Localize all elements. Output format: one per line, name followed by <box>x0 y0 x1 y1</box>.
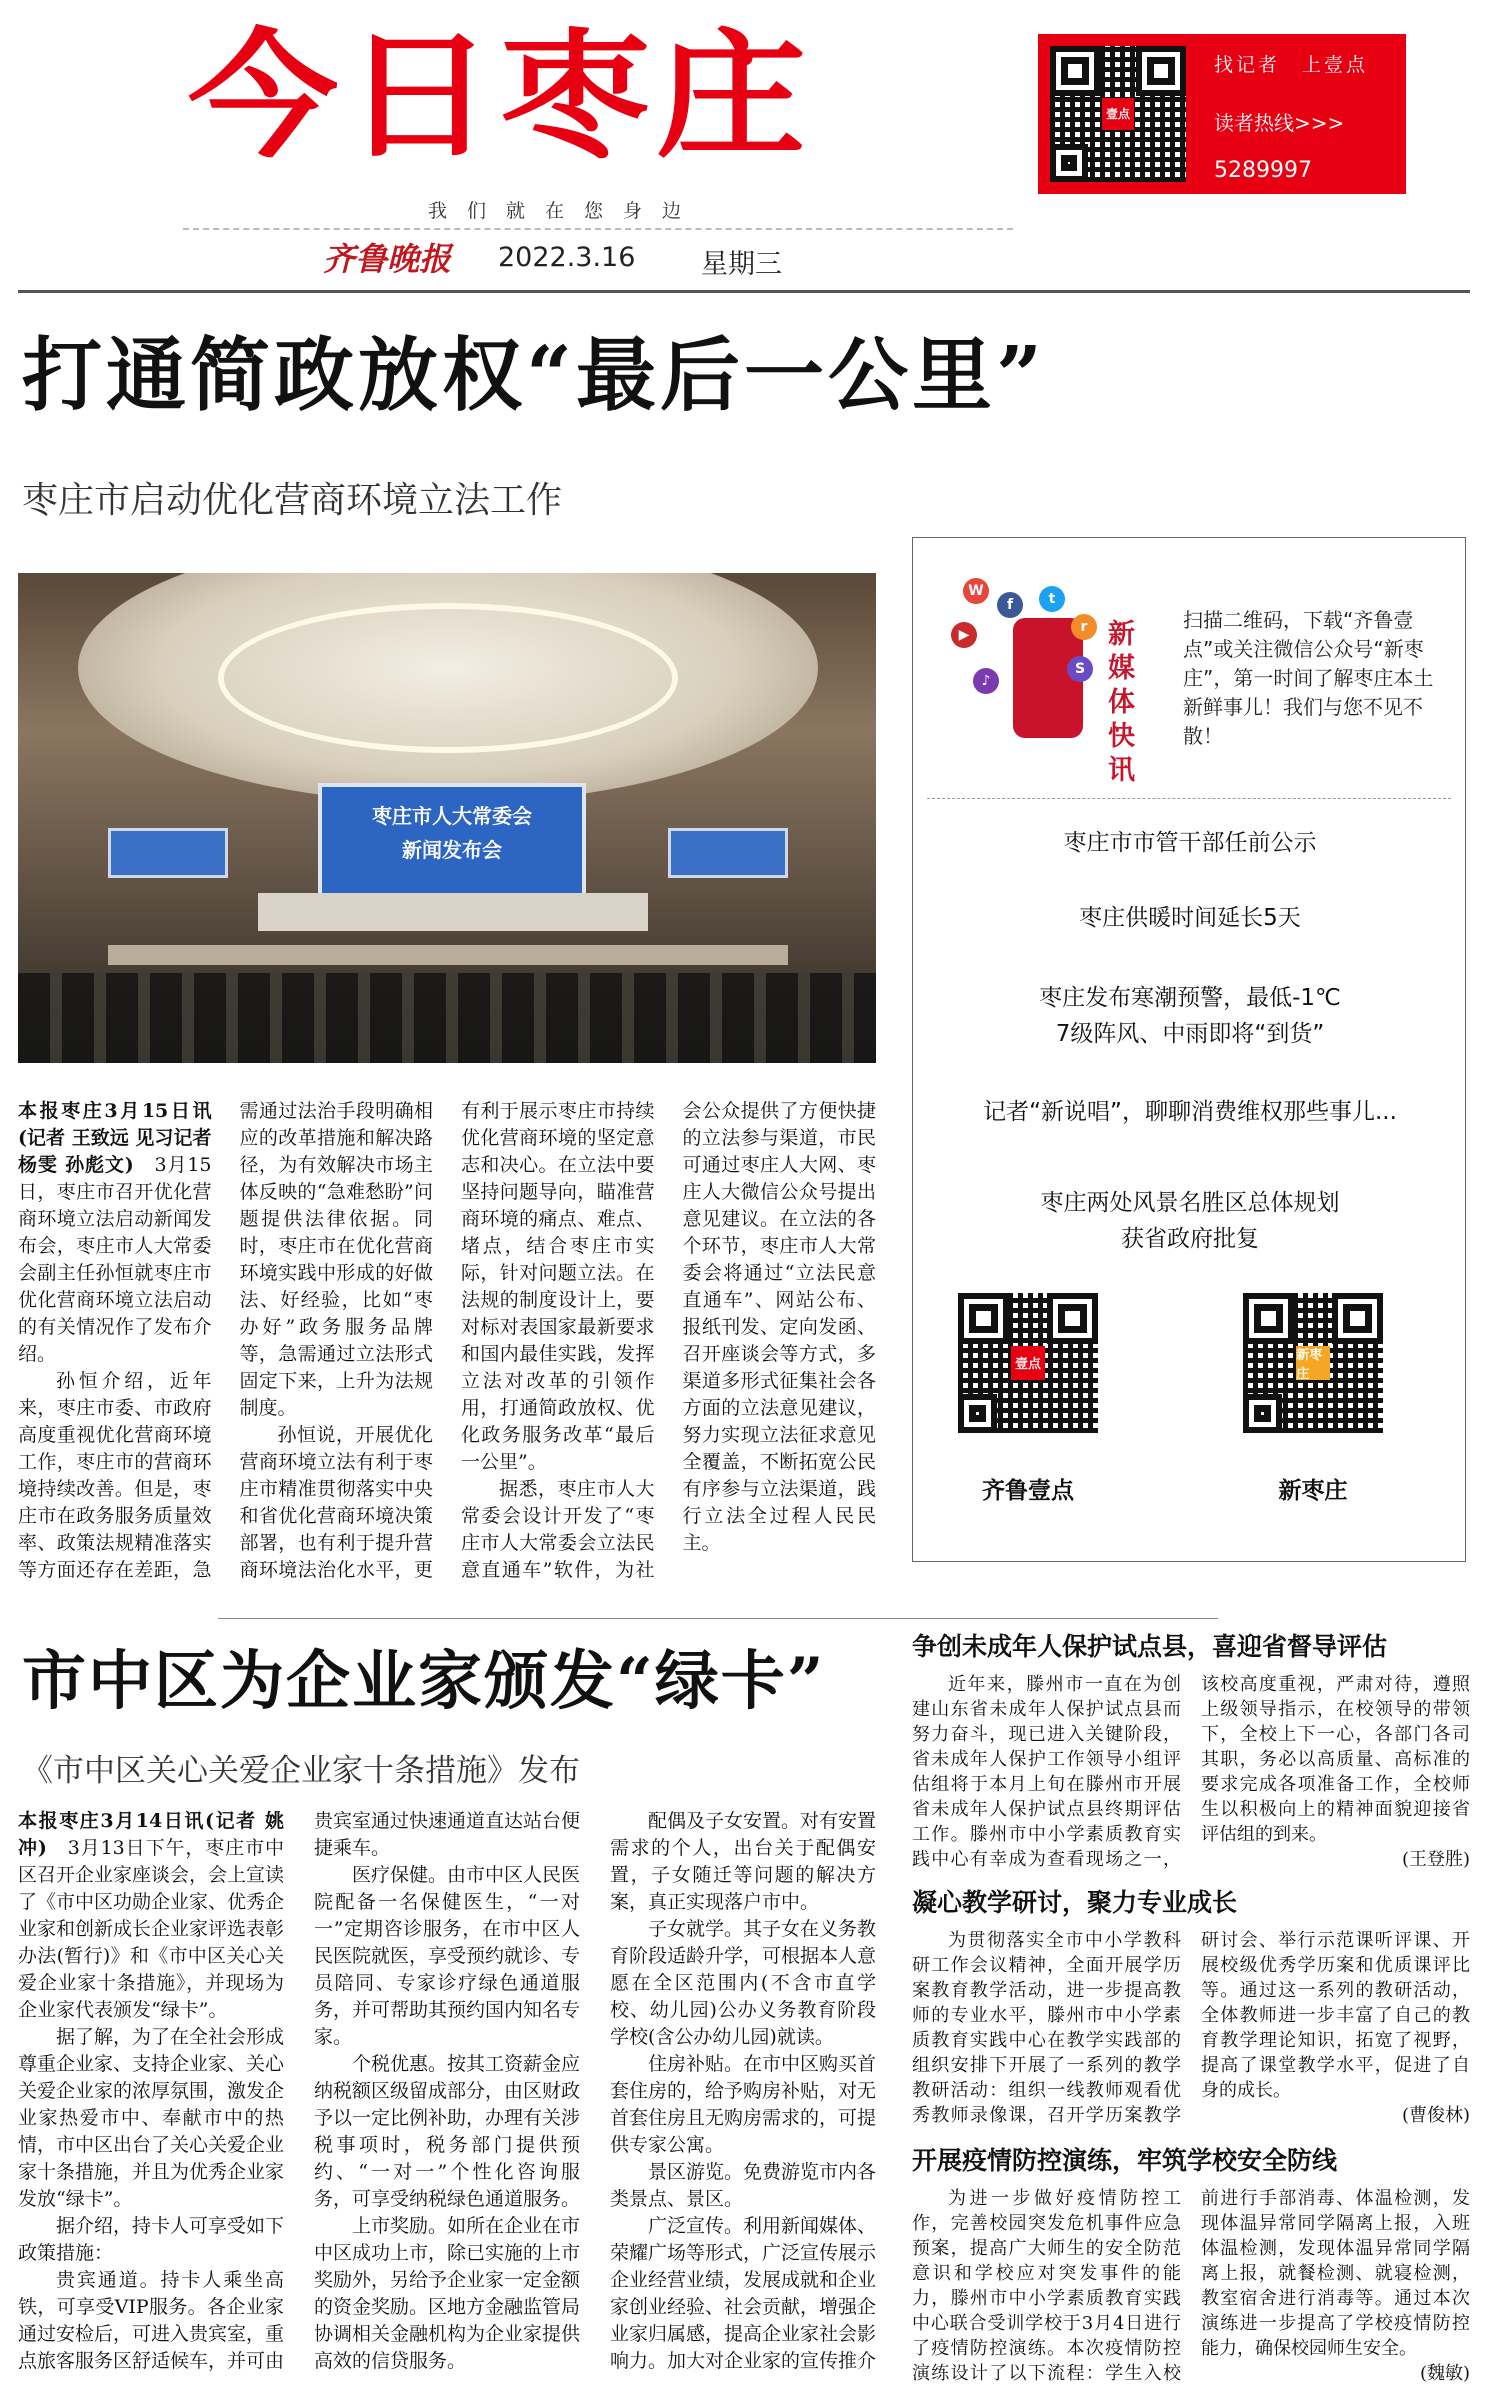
masthead-qr-code[interactable] <box>1050 46 1186 182</box>
photo-screen-line1: 枣庄市人大常委会 <box>372 804 532 828</box>
qr-logo: 新枣庄 <box>1296 1346 1330 1380</box>
issue-weekday: 星期三 <box>701 249 782 280</box>
second-headline: 市中区为企业家颁发“绿卡” <box>22 1644 826 1719</box>
reporter-line: 找记者 上壹点 <box>1214 54 1369 76</box>
lead-headline: 打通简政放权“最后一公里” <box>22 328 1047 422</box>
weibo-icon: W <box>963 578 989 604</box>
twitter-icon: t <box>1039 586 1065 612</box>
second-paragraph-5: 医疗保健。由市中区人民医院配备一名保健医生，“一对一”定期咨诊服务，在市中区人民医院就医，享受预约就诊、专员陪同、专家诊疗绿色通道服务，并可帮助其预约国内知名专家。 <box>314 1864 581 2048</box>
second-paragraph-8: 配偶及子女安置。对有安置需求的个人，出台关于配偶安置，子女随迁等问题的解决方案，真正实现落户市中。 <box>610 1810 876 1913</box>
photo-table <box>108 945 788 965</box>
brief-3-text: 为进一步做好疫情防控工作，完善校园突发危机事件应急预案，提高广大师生的安全防范意识和学校应对突发事件的能力，滕州市中小学素质教育实践中心联合受训学校于3月4日进行了疫情防控演练。本次疫情防控演练设计了以下流程：学生入校前进行手部消毒、体温检测，发现体温异常同学隔离上报，入班体温检测，发现体温异常同学隔离上报，就餐检测、就寝检测，教室宿舍进行消毒等。通过本次演练进一步提高了学校疫情防控能力，确保校园师生安全。 <box>912 2188 1470 2384</box>
music-icon: ♪ <box>973 668 999 694</box>
sidebar-link-1[interactable]: 枣庄市市管干部任前公示 <box>1063 830 1317 856</box>
second-subheadline: 《市中区关心关爱企业家十条措施》发布 <box>22 1753 580 1789</box>
sidebar-link-5-line2[interactable]: 获省政府批复 <box>1121 1226 1259 1252</box>
brief-3-headline: 开展疫情防控演练，牢筑学校安全防线 <box>912 2146 1338 2175</box>
brief-3-signature: (魏敏) <box>1419 2363 1470 2384</box>
sidebar-link-5[interactable]: 枣庄两处风景名胜区总体规划 <box>1040 1190 1340 1216</box>
photo-audience <box>18 973 876 1063</box>
qr-finder <box>958 1394 997 1433</box>
second-paragraph-1: 本报枣庄3月14日讯(记者 姚冲) 3月13日下午，枣庄市中区召开企业家座谈会，会上宣读了《市中区功勋企业家、优秀企业家和创新成长企业家评选表彰办法(暂行)》和《市中区关心关爱企业家十条措施》，并现场为企业家代表颁发“绿卡”。 <box>18 1810 285 2021</box>
brief-1-text: 近年来，滕州市一直在为创建山东省未成年人保护试点县而努力奋斗，现已进入关键阶段，省未成年人保护工作领导小组评估组将于本月上旬在滕州市开展省未成年人保护试点县终期评估工作。滕州市中小学素质教育实践中心有幸成为查看现场之一，该校高度重视，严肃对待，遵照上级领导指示，在校领导的带领下，全校上下一心，各部门各司其职，务必以高质量、高标准的要求完成各项准备工作，全校师生以积极向上的精神面貌迎接省评估组的到来。 <box>912 1674 1470 1870</box>
second-paragraph-2: 据了解，为了在全社会形成尊重企业家、支持企业家、关心关爱企业家的浓厚氛围，激发企业家热爱市中、奉献市中的热情，市中区出台了关心关爱企业家十条措施，并且为优秀企业家发放“绿卡”。 <box>18 2026 285 2210</box>
second-paragraph-12: 广泛宣传。利用新闻媒体、荣耀广场等形式，广泛宣传展示企业经营业绩，发展成就和企业家创业经验、社会贡献，增强企业家归属感，提高企业家社会影响力。加大对企业家的宣传推介 <box>610 2215 876 2372</box>
brief-2-headline: 凝心教学研讨，聚力专业成长 <box>912 1888 1238 1917</box>
masthead-rule <box>18 290 1470 293</box>
sidebar-link-3-line2[interactable]: 7级阵风、中雨即将“到货” <box>1055 1021 1325 1047</box>
newspaper-title: 今日枣庄 <box>188 16 813 178</box>
qr-logo: 壹点 <box>1102 98 1135 131</box>
second-paragraph-9: 子女就学。其子女在义务教育阶段适龄升学，可根据本人意愿在全区范围内(不含市直学校、幼儿园)公办义务教育阶段学校(含公办幼儿园)就读。 <box>610 1918 876 2048</box>
new-media-sidebar <box>912 537 1466 1562</box>
qilu-yidian-qr-code[interactable] <box>958 1293 1098 1433</box>
second-paragraph-7: 上市奖励。如所在企业在市中区成功上市，除已实施的上市奖励外，另给予企业家一定金额的资金奖励。区地方金融监管局协调相关金融机构为企业家提供高效的信贷服务。 <box>314 2215 581 2372</box>
new-media-illustration <box>943 578 1153 786</box>
paper-logo: 齐鲁晚报 <box>323 240 452 278</box>
masthead-divider <box>183 228 1013 230</box>
hotline-label: 读者热线>>> <box>1214 111 1345 135</box>
lead-article-body <box>18 1098 876 1598</box>
photo-side-screen-right <box>668 828 788 878</box>
second-paragraph-11: 景区游览。免费游览市内各类景点、景区。 <box>610 2161 876 2210</box>
brief-3-body <box>912 2186 1470 2386</box>
second-paragraph-4: 贵宾通道。持卡人乘坐高铁，可享受VIP服务。各企业家通过安检后，可进入贵宾室，重点旅客服务区舒适候车，并可由贵宾室通过快速通道直达站台便捷乘车。 <box>18 1810 581 2372</box>
second-dateline: 本报枣庄3月14日讯(记者 姚冲) <box>18 1810 284 1859</box>
brief-2-text: 为贯彻落实全市中小学教科研工作会议精神，全面开展学历案教育教学活动，进一步提高教师的专业水平，滕州市中小学素质教育实践中心在教学实践部的组织安排下开展了一系列的教学教研活动：组织一线教师观看优秀教师录像课，召开学历案教学研讨会、举行示范课听评课、开展校级优秀学历案和优质课评比等。通过这一系列的教研活动，全体教师进一步丰富了自己的教育教学理论知识，拓宽了视野，提高了课堂教学水平，促进了自身的成长。 <box>912 1930 1470 2126</box>
masthead <box>18 18 1468 288</box>
second-article-body <box>18 1808 876 2380</box>
qr-finder <box>1243 1394 1282 1433</box>
lead-subheadline: 枣庄市启动优化营商环境立法工作 <box>22 480 563 521</box>
photo-side-screen-left <box>108 828 228 878</box>
new-media-tag: 新媒体快讯 <box>1108 619 1135 786</box>
video-icon: ▶ <box>951 622 977 648</box>
photo-screen-line2: 新闻发布会 <box>402 838 502 862</box>
sidebar-separator <box>927 798 1451 799</box>
lead-paragraph-2: 孙恒介绍，近年来，枣庄市委、市政府高度重视优化营商环境工作，枣庄市的营商环境持续改善。但是，枣庄市在政务服务质量效率、政策法规精准落实等方面还存在差距，急需通过法治手段明确相应的改革措施和解决路径，为有效解决市场主体反映的“急难愁盼”问题提供法律依据。同时，枣庄市在优化营商环境实践中形成的好做法、好经验，比如“枣办好”政务服务品牌等，急需通过立法形式固定下来，上升为法规制度。 <box>18 1100 433 1581</box>
rss-icon: r <box>1071 614 1097 640</box>
sms-icon: S <box>1067 656 1093 682</box>
xin-zaozhuang-qr-code[interactable] <box>1243 1293 1383 1433</box>
brief-1-headline: 争创未成年人保护试点县，喜迎省督导评估 <box>912 1632 1388 1661</box>
brief-2-body <box>912 1928 1470 2128</box>
brief-2-signature: (曹俊林) <box>1401 2105 1470 2126</box>
qr2-caption: 新枣庄 <box>1278 1478 1348 1504</box>
second-paragraph-3: 据介绍，持卡人可享受如下政策措施： <box>18 2215 285 2264</box>
sidebar-link-2[interactable]: 枣庄供暖时间延长5天 <box>1079 905 1301 931</box>
second-paragraph-6: 个税优惠。按其工资薪金应纳税额区级留成部分，由区财政予以一定比例补助，办理有关涉税事项时，税务部门提供预约、“一对一”个性化咨询服务，可享受纳税绿色通道服务。 <box>314 2053 581 2210</box>
brief-1-body <box>912 1672 1470 1872</box>
qr1-caption: 齐鲁壹点 <box>982 1478 1074 1504</box>
section-divider <box>218 1618 1218 1619</box>
hotline-box <box>1038 34 1406 194</box>
hotline-number: 5289997 <box>1214 158 1312 183</box>
lead-paragraph-1: 本报枣庄3月15日讯(记者 王致远 见习记者 杨雯 孙彪文) 3月15日，枣庄市召开优化营商环境立法启动新闻发布会，枣庄市人大常委会副主任孙恒就枣庄市优化营商环境立法启动的有关情况作了发布介绍。 <box>18 1100 212 1365</box>
lead-dateline: 本报枣庄3月15日讯(记者 王致远 见习记者 杨雯 孙彪文) <box>18 1100 212 1176</box>
photo-ceiling-ring <box>218 603 678 753</box>
press-conference-photo <box>18 573 876 1063</box>
lead-paragraph-3: 孙恒说，开展优化营商环境立法有利于枣庄市精准贯彻落实中央和省优化营商环境决策部署，也有利于提升营商环境法治化水平，更有利于展示枣庄市持续优化营商环境的坚定意志和决心。在立法中要坚持问题导向，瞄准营商环境的痛点、难点、堵点，结合枣庄市实际，针对问题立法。在法规的制度设计上，要对标对表国家最新要求和国内最佳实践，发挥立法对改革的引领作用，打通简政放权、优化政务服务改革“最后一公里”。 <box>239 1100 655 1581</box>
new-media-promo-text: 扫描二维码，下载“齐鲁壹点”或关注微信公众号“新枣庄”，第一时间了解枣庄本土新鲜事儿！我们与您不见不散！ <box>1183 608 1434 748</box>
photo-backdrop-screen <box>318 783 586 898</box>
sidebar-link-3[interactable]: 枣庄发布寒潮预警，最低-1℃ <box>1039 985 1341 1011</box>
lead-paragraph-4: 据悉，枣庄市人大常委会设计开发了“枣庄市人大常委会立法民意直通车”软件，为社会公众提供了方便快捷的立法参与渠道，市民可通过枣庄人大网、枣庄人大微信公众号提出意见建议。在立法的各个环节，枣庄市人大常委会将通过“立法民意直通车”、网站公布、报纸刊发、定向发函、召开座谈会等方式，多渠道多形式征集社会各方面的立法意见建议，努力实现立法征求意见全覆盖，不断拓宽公民有序参与立法渠道，践行立法全过程人民民主。 <box>461 1100 876 1581</box>
qr-finder <box>1050 144 1088 182</box>
qr-logo: 壹点 <box>1011 1346 1045 1380</box>
facebook-icon: f <box>997 592 1023 618</box>
brief-1-signature: (王登胜) <box>1401 1849 1470 1870</box>
sidebar-link-4[interactable]: 记者“新说唱”，聊聊消费维权那些事儿... <box>983 1099 1397 1125</box>
slogan: 我们就在您身边 <box>428 200 702 222</box>
second-paragraph-10: 住房补贴。在市中区购买首套住房的，给予购房补贴，对无首套住房且无购房需求的，可提供专家公寓。 <box>610 2053 876 2156</box>
issue-date: 2022.3.16 <box>498 242 636 273</box>
photo-stage <box>258 893 648 931</box>
